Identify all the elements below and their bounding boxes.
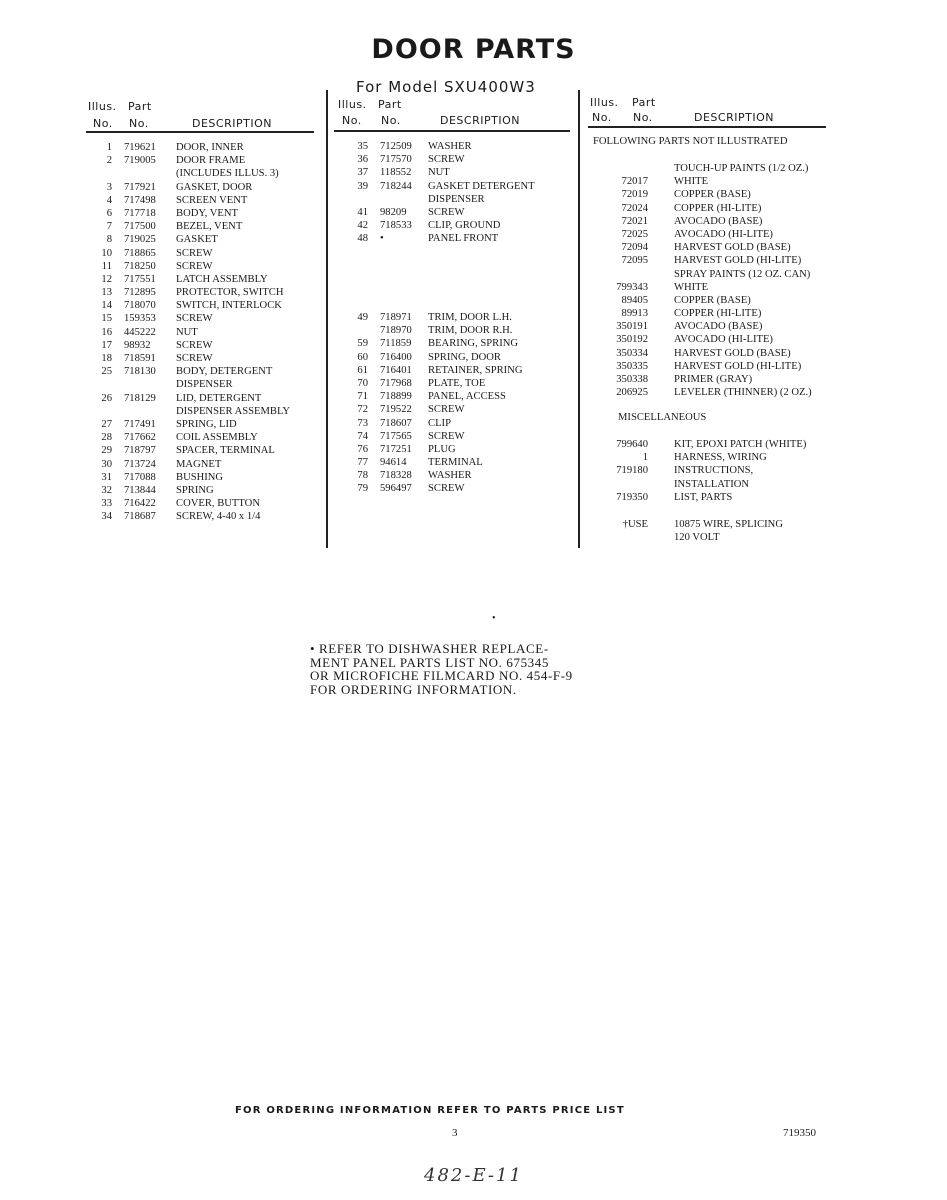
illus-number: 39 [357,180,368,192]
illus-number: 77 [357,457,368,469]
part-number: 718244 [380,180,412,192]
part-description: SPRING, LID [176,418,237,430]
part-number: 596497 [380,483,412,495]
part-number: 72021 [621,215,648,227]
part-number: 718687 [124,511,156,523]
part-description: SCREW [176,353,213,364]
part-number: 711859 [380,338,412,350]
part-description: INSTALLATION [674,478,750,490]
part-description: SCREW [176,313,213,325]
handwritten-note: 482-E-11 [424,1165,523,1186]
part-description: SCREEN VENT [176,194,248,206]
part-description: PLUG [428,443,456,455]
illus-number: 12 [101,273,112,285]
part-number: 717491 [124,418,156,430]
part-number: 717718 [124,207,156,219]
illus-number: 41 [357,206,368,218]
center-mark: • [492,613,496,624]
part-description: COIL ASSEMBLY [176,432,258,444]
part-description: WASHER [428,470,472,482]
part-description: DISPENSER ASSEMBLY [176,405,291,417]
illus-label: Illus. [338,98,367,111]
illus-number: 35 [357,141,368,152]
illus-number: 42 [357,220,368,232]
illus-no-label: No. [342,114,362,127]
part-number: 719180 [616,465,648,477]
part-number: 719522 [380,404,412,416]
part-number: 799343 [616,281,648,293]
part-description: HARVEST GOLD (BASE) [674,347,791,359]
part-description: BEZEL, VENT [176,221,243,233]
col1-header-rule [86,131,314,133]
col3-header-rule [588,126,826,128]
part-label: Part [632,96,656,109]
part-number: 717968 [380,377,412,389]
part-description: SCREW [428,154,465,166]
part-number: 717251 [380,443,412,455]
part-description: BODY, DETERGENT [176,366,273,378]
illus-number: 28 [101,432,112,444]
part-description: TOUCH-UP PAINTS (1/2 OZ.) [674,163,809,174]
part-number: 718250 [124,260,156,272]
part-description: RETAINER, SPRING [428,364,523,376]
part-description: PROTECTOR, SWITCH [176,287,284,299]
part-description: 120 VOLT [674,532,720,544]
part-description: SPRING [176,484,214,496]
part-number: 719005 [124,155,156,167]
part-number: 350334 [616,347,648,359]
part-number: 1 [642,452,648,464]
part-description: BODY, VENT [176,207,238,219]
not-illustrated-heading: FOLLOWING PARTS NOT ILLUSTRATED [593,136,788,147]
illus-number: 31 [101,471,112,483]
part-description: INSTRUCTIONS, [674,465,754,477]
part-description: SWITCH, INTERLOCK [176,300,282,312]
illus-label: Illus. [88,100,117,113]
part-number: 72019 [621,189,648,201]
part-number: 72017 [621,176,648,188]
illus-number: 61 [357,364,368,376]
part-description: SCREW [176,247,213,259]
illus-number: 60 [357,351,368,363]
part-number: 718070 [124,300,156,312]
part-description: AVOCADO (BASE) [674,215,763,227]
part-description: COPPER (HI-LITE) [674,308,762,320]
page-title: DOOR PARTS [371,34,576,65]
part-number: 716401 [380,364,412,376]
part-description: SCREW [428,430,465,442]
illus-no-label: No. [93,117,113,130]
illus-number: 2 [106,155,112,167]
part-description: AVOCADO (BASE) [674,321,763,333]
part-number: 717498 [124,194,156,206]
part-description: SCREW [428,206,465,218]
part-no-label: No. [633,111,653,124]
part-description: DISPENSER [428,193,485,205]
part-number: 799640 [616,439,648,450]
part-number: 717662 [124,432,156,444]
part-description: PANEL FRONT [428,233,499,245]
part-description: TRIM, DOOR L.H. [428,312,512,323]
ordering-note [310,642,573,696]
illus-number: 70 [357,377,368,389]
illus-number: 14 [101,300,112,312]
illus-number: 49 [357,312,368,323]
note-line: MENT PANEL PARTS LIST NO. 675345 [310,654,549,670]
part-number: 718971 [380,312,412,323]
part-number: 89913 [621,308,648,320]
column-divider-right [578,90,580,548]
part-no-label: No. [381,114,401,127]
column-divider-left [326,90,328,548]
part-description: WASHER [428,141,472,152]
part-number: 350191 [616,321,648,333]
part-number: 159353 [124,313,156,325]
part-number: 718328 [380,470,412,482]
part-number: 717551 [124,273,156,285]
part-number: 717500 [124,221,156,233]
part-number: 89405 [621,294,648,306]
illus-number: 32 [101,484,112,496]
part-number: 716422 [124,498,156,510]
part-number: 712509 [380,141,412,152]
part-description: (INCLUDES ILLUS. 3) [176,168,279,180]
part-description: NUT [428,167,450,179]
part-number: 718130 [124,366,156,378]
description-label: DESCRIPTION [192,117,272,130]
part-number: 717921 [124,181,156,193]
model-subtitle: For Model SXU400W3 [356,78,536,96]
part-number: 719025 [124,234,156,246]
document-number: 719350 [783,1127,816,1139]
miscellaneous-heading: MISCELLANEOUS [618,412,707,423]
illus-number: 59 [357,338,368,350]
illus-number: 72 [357,404,368,416]
part-number: 713724 [124,458,156,470]
illus-number: 1 [106,142,112,153]
part-number: 713844 [124,484,156,496]
illus-number: 73 [357,417,368,429]
part-number: 717565 [380,430,412,442]
illus-number: 30 [101,458,112,470]
illus-number: 29 [101,445,112,457]
part-number: 350338 [616,374,648,385]
part-description: SCREW [428,483,465,495]
part-number: 72024 [621,202,648,214]
illus-number: 74 [357,430,368,442]
illus-number: 15 [101,313,112,325]
illus-number: 34 [101,511,112,523]
part-number: 718129 [124,392,156,404]
part-description: SCREW [176,339,213,351]
part-number: †USE [622,519,648,530]
part-number: 98932 [124,339,151,351]
illus-number: 79 [357,483,368,495]
part-description: GASKET DETERGENT [428,180,535,192]
part-number: 718533 [380,220,412,232]
part-number: 712895 [124,287,156,299]
part-label: Part [128,100,152,113]
part-number: 718797 [124,445,156,457]
part-description: AVOCADO (HI-LITE) [674,334,773,346]
part-description: PLATE, TOE [428,377,486,389]
illus-number: 6 [106,207,112,219]
illus-number: 76 [357,443,368,455]
illus-number: 36 [357,154,368,166]
part-description: LATCH ASSEMBLY [176,273,268,285]
part-description: HARVEST GOLD (HI-LITE) [674,255,802,267]
illus-number: 33 [101,498,112,510]
part-description: PRIMER (GRAY) [674,374,753,385]
part-description: COPPER (BASE) [674,294,751,306]
part-description: HARVEST GOLD (BASE) [674,242,791,254]
part-description: SPRING, DOOR [428,351,501,363]
note-line: • REFER TO DISHWASHER REPLACE- [310,641,549,656]
illus-number: 37 [357,167,368,179]
illus-number: 71 [357,391,368,403]
illus-number: 8 [106,234,112,246]
part-description: DOOR FRAME [176,155,246,167]
part-description: LEVELER (THINNER) (2 OZ.) [674,387,812,399]
part-number: 72025 [621,228,648,240]
note-line: FOR ORDERING INFORMATION. [310,681,517,697]
part-description: SCREW [176,260,213,272]
part-description: HARVEST GOLD (HI-LITE) [674,360,802,372]
part-description: LIST, PARTS [674,491,733,503]
note-line: OR MICROFICHE FILMCARD NO. 454-F-9 [310,668,573,684]
part-number: 718865 [124,247,156,259]
part-number: 94614 [380,457,407,469]
illus-number: 17 [101,339,112,351]
illus-number: 26 [101,392,112,404]
part-number: 445222 [124,326,156,338]
part-number: 716400 [380,351,412,363]
illus-label: Illus. [590,96,619,109]
part-description: WHITE [674,176,709,188]
part-number: 719350 [616,491,648,503]
part-description: MAGNET [176,458,222,470]
part-description: PANEL, ACCESS [428,391,506,403]
part-description: CLIP [428,417,451,429]
part-description: HARNESS, WIRING [674,452,767,464]
part-number: 118552 [380,167,412,179]
part-number: 718899 [380,391,412,403]
part-number: 98209 [380,206,407,218]
illus-number: 18 [101,353,112,364]
part-description: COPPER (HI-LITE) [674,202,762,214]
part-number: 350192 [616,334,648,346]
part-label: Part [378,98,402,111]
part-description: SPRAY PAINTS (12 OZ. CAN) [674,268,811,280]
part-description: BUSHING [176,471,224,483]
illus-number: 48 [357,233,368,245]
illus-number: 11 [101,260,112,272]
part-number: 718970 [380,325,412,337]
description-label: DESCRIPTION [440,114,520,127]
col2-header-rule [334,130,570,132]
part-description: COPPER (BASE) [674,189,751,201]
part-description: GASKET, DOOR [176,181,253,193]
part-description: AVOCADO (HI-LITE) [674,228,773,240]
illus-number: 7 [106,221,112,233]
part-description: SCREW, 4-40 x 1/4 [176,511,261,523]
part-description: COVER, BUTTON [176,498,260,510]
part-number: 72094 [621,242,648,254]
part-number: 718607 [380,417,412,429]
part-number: 717570 [380,154,412,166]
part-description: 10875 WIRE, SPLICING [674,519,783,530]
part-description: SPACER, TERMINAL [176,445,275,457]
part-description: DOOR, INNER [176,142,244,153]
part-number: 717088 [124,471,156,483]
page-number: 3 [452,1127,458,1139]
illus-number: 3 [106,181,112,193]
illus-no-label: No. [592,111,612,124]
illus-number: 13 [101,287,112,299]
illus-number: 25 [101,366,112,378]
illus-number: 10 [101,247,112,259]
part-description: LID, DETERGENT [176,392,262,404]
illus-number: 4 [106,194,112,206]
part-description: NUT [176,326,198,338]
description-label: DESCRIPTION [694,111,774,124]
part-description: DISPENSER [176,379,233,391]
part-number: 719621 [124,142,156,153]
part-description: WHITE [674,281,709,293]
part-number: 72095 [621,255,648,267]
part-description: GASKET [176,234,218,246]
part-number: 718591 [124,353,156,364]
part-number: 206925 [616,387,648,399]
part-description: CLIP, GROUND [428,220,501,232]
part-description: SCREW [428,404,465,416]
part-description: TERMINAL [428,457,483,469]
part-no-label: No. [129,117,149,130]
illus-number: 16 [101,326,112,338]
part-description: KIT, EPOXI PATCH (WHITE) [674,439,807,450]
part-number: • [380,233,384,245]
part-description: BEARING, SPRING [428,338,519,350]
illus-number: 78 [357,470,368,482]
part-number: 350335 [616,360,648,372]
footer-text: FOR ORDERING INFORMATION REFER TO PARTS PRICE LIST [235,1105,625,1116]
part-description: TRIM, DOOR R.H. [428,325,513,337]
illus-number: 27 [101,418,112,430]
